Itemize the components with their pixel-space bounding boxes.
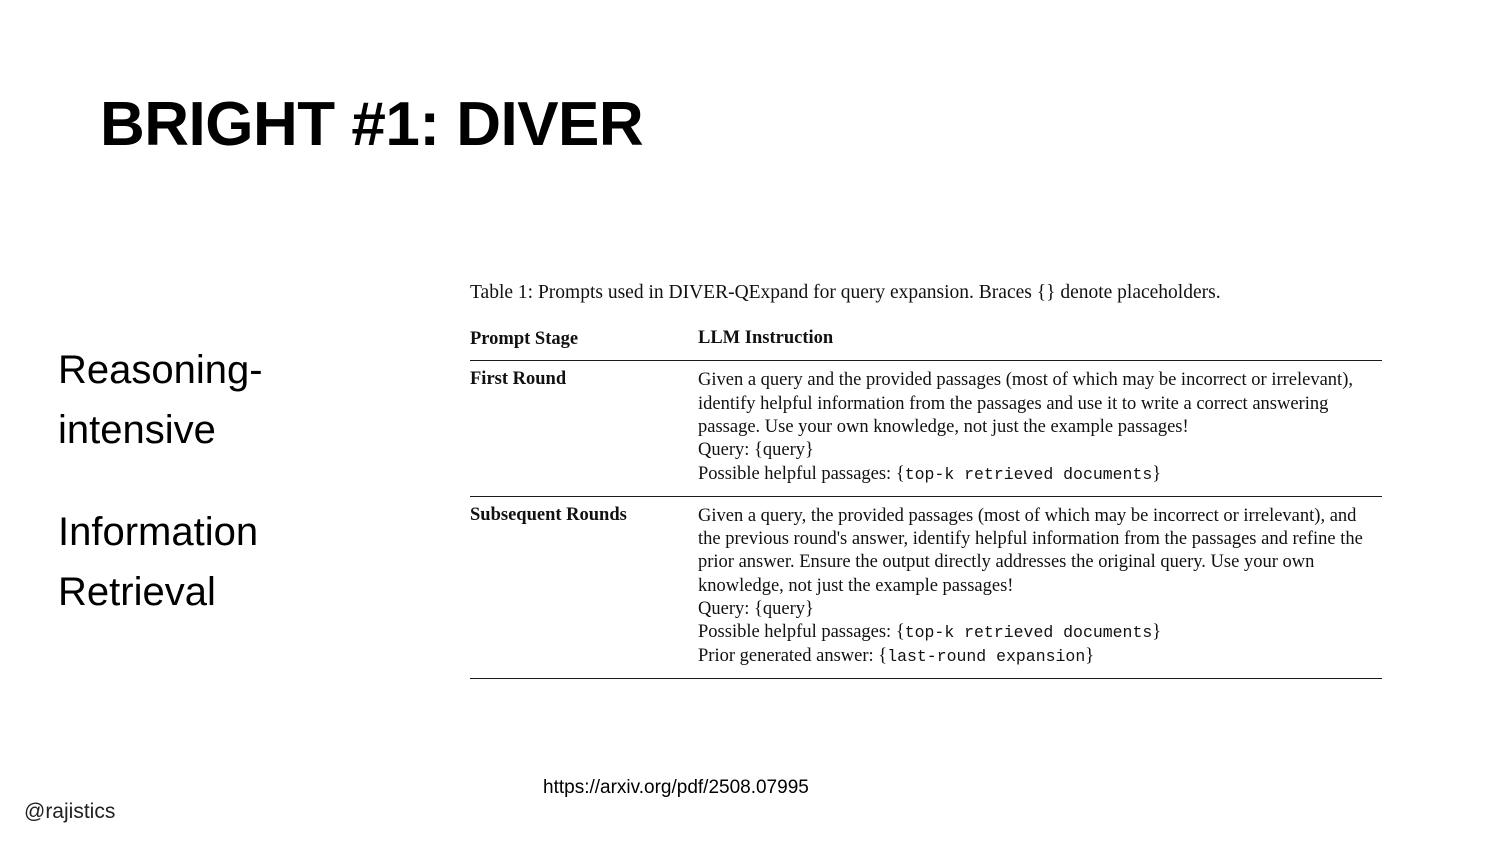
query-line: Query: {query} (698, 599, 814, 620)
prior-answer-label: Prior generated answer: { (698, 645, 888, 666)
passages-placeholder: top-k retrieved documents (904, 623, 1153, 643)
passages-line (698, 463, 1382, 486)
prior-answer-close: } (1085, 645, 1095, 666)
left-text-line-1: Reasoning-intensive (58, 348, 263, 452)
passages-placeholder: top-k retrieved documents (904, 464, 1153, 484)
paper-table-figure (470, 280, 1382, 679)
column-header-prompt-stage: Prompt Stage (470, 329, 579, 350)
passages-close: } (1152, 622, 1162, 643)
query-line: Query: {query} (698, 440, 814, 461)
instruction-paragraph: Given a query, the provided passages (most of which may be incorrect or irrelevant), and the previous round's answer, identify helpful information from the passages and refine the prior answer. Ensure the output directly addresses the original query. Use your own knowledge, not just the example passages! (698, 505, 1363, 596)
left-text-line-2: Information Retrieval (58, 510, 259, 614)
passages-label: Possible helpful passages: { (698, 463, 905, 484)
passages-close: } (1152, 463, 1162, 484)
passages-label: Possible helpful passages: { (698, 622, 905, 643)
table-caption: Table 1: Prompts used in DIVER-QExpand for query expansion. Braces {} denote placeholders. (470, 282, 1221, 303)
prompts-table (470, 321, 1382, 679)
author-handle: @rajistics (24, 800, 116, 823)
column-header-llm-instruction: LLM Instruction (698, 328, 834, 349)
prior-answer-line (698, 645, 1382, 668)
row-stage-first-round: First Round (470, 361, 698, 496)
source-url-link[interactable]: https://arxiv.org/pdf/2508.07995 (543, 777, 809, 798)
table-row (470, 496, 1382, 678)
table-header-row (470, 321, 1382, 361)
row-instruction-subsequent-rounds (698, 496, 1382, 678)
prior-answer-placeholder: last-round expansion (887, 646, 1086, 666)
passages-line (698, 621, 1382, 644)
table-row (470, 361, 1382, 496)
left-text-column (58, 340, 398, 622)
page-title: BRIGHT #1: DIVER (100, 90, 644, 159)
row-stage-subsequent-rounds: Subsequent Rounds (470, 496, 698, 678)
row-instruction-first-round (698, 361, 1382, 496)
instruction-paragraph: Given a query and the provided passages (most of which may be incorrect or irrelevant), identify helpful information from the passages and use it to write a correct answering passage. Use your own knowledge, not just the example passages! (698, 370, 1353, 437)
